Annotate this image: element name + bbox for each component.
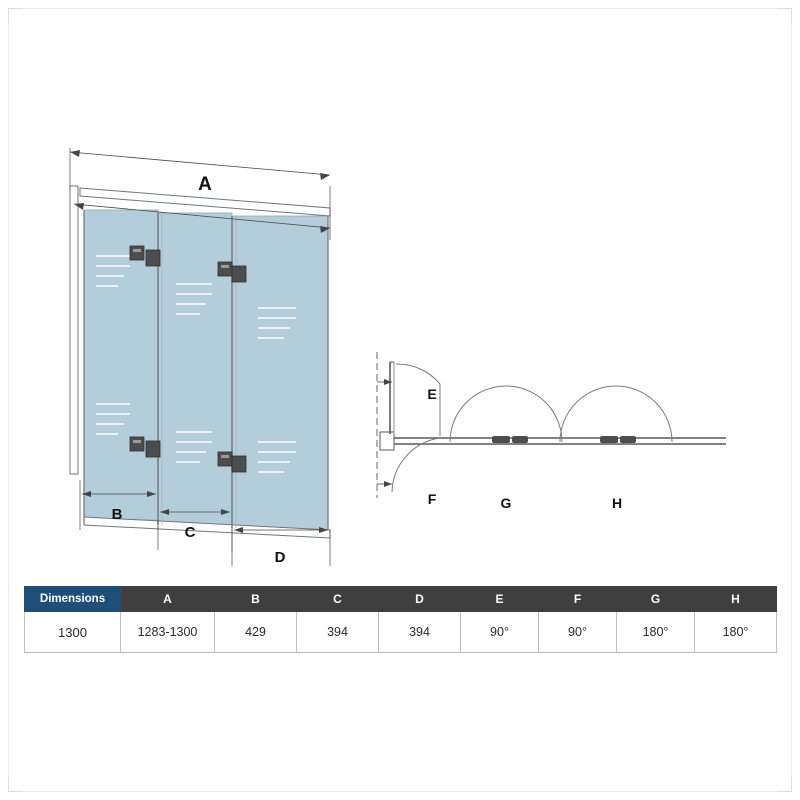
table-header-a: A bbox=[121, 587, 215, 612]
cell-d: 394 bbox=[379, 612, 461, 653]
dimensions-table-container bbox=[24, 586, 776, 653]
cell-h: 180° bbox=[695, 612, 777, 653]
arc-h bbox=[560, 386, 672, 442]
table-header-g: G bbox=[617, 587, 695, 612]
table-header-c: C bbox=[297, 587, 379, 612]
cell-e: 90° bbox=[461, 612, 539, 653]
front-elevation-view bbox=[70, 148, 330, 566]
cell-b: 429 bbox=[215, 612, 297, 653]
cell-g: 180° bbox=[617, 612, 695, 653]
arc-g bbox=[450, 386, 562, 442]
cell-c: 394 bbox=[297, 612, 379, 653]
cell-size: 1300 bbox=[25, 612, 121, 653]
angle-label-g: G bbox=[500, 495, 512, 511]
dimension-label-d: D bbox=[274, 549, 286, 566]
table-header-row bbox=[25, 587, 777, 612]
table-row bbox=[25, 612, 777, 653]
dimension-label-a: A bbox=[198, 174, 212, 195]
dimensions-table bbox=[24, 586, 777, 653]
table-header-h: H bbox=[695, 587, 777, 612]
glass-panel-2 bbox=[158, 213, 232, 525]
dimension-label-b: B bbox=[111, 506, 123, 523]
table-header-d: D bbox=[379, 587, 461, 612]
cell-f: 90° bbox=[539, 612, 617, 653]
plan-hinge-2 bbox=[600, 436, 636, 443]
wall-profile bbox=[70, 186, 78, 474]
angle-label-e: E bbox=[427, 386, 437, 402]
dimension-label-c: C bbox=[184, 524, 196, 541]
wall-block bbox=[380, 432, 394, 450]
plan-swing-view bbox=[377, 352, 726, 511]
arc-e bbox=[396, 364, 440, 384]
table-header-e: E bbox=[461, 587, 539, 612]
cell-a: 1283-1300 bbox=[121, 612, 215, 653]
angle-label-h: H bbox=[611, 495, 623, 511]
table-header-dimensions: Dimensions bbox=[25, 587, 121, 612]
glass-panel-3 bbox=[232, 216, 328, 530]
table-header-f: F bbox=[539, 587, 617, 612]
arc-f bbox=[392, 438, 440, 492]
angle-label-f: F bbox=[427, 491, 437, 507]
plan-hinge-1 bbox=[492, 436, 528, 443]
table-header-b: B bbox=[215, 587, 297, 612]
